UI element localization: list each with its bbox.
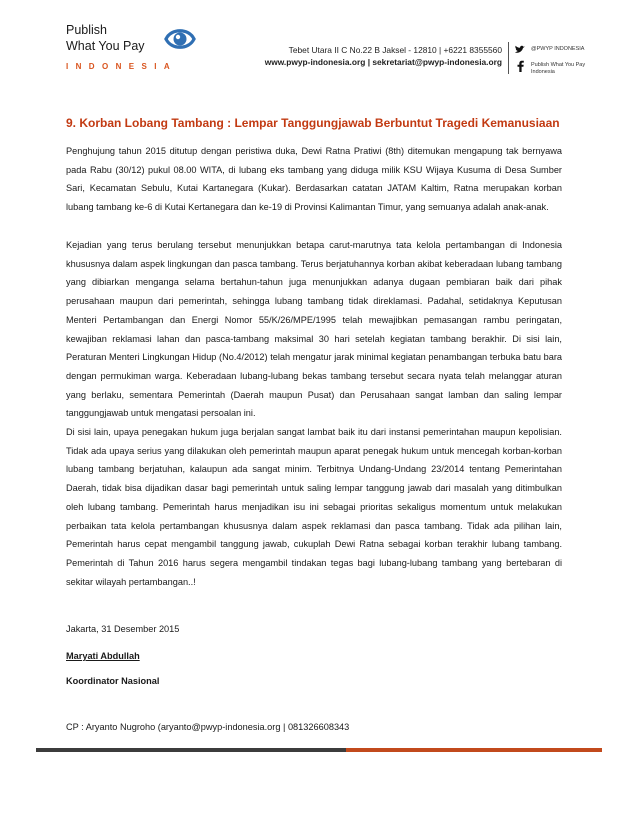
twitter-handle: @PWYP INDONESIA	[531, 46, 585, 52]
logo-line-1: Publish	[66, 23, 107, 37]
footer-bar-dark	[36, 748, 346, 752]
paragraph-3: Di sisi lain, upaya penegakan hukum juga berjalan sangat lambat baik itu dari instansi pemerintahan maupun kepolisian. Tidak ada upaya serius yang dilakukan oleh pemerintah maupun aparat penegak hukum untuk mencegah korban-korban lubang tambang berjatuhan, kalaupun ada sangat minim. Terbitnya Undang-Undang 23/2014 tentang Pemerintahan Daerah, tidak bisa dijadikan dasar bagi pemerintah untuk saling lempar tanggung jawab dari masalah yang ditimbulkan oleh lubang tambang. Pemerintah harus menjadikan isu ini sebagai prioritas sekaligus momentum untuk melakukan perbaikan tata kelola pertambangan khususnya dalam aspek reklamasi dan pasca tambang. Tidak ada pilihan lain, Pemerintah harus cepat mengambil tanggung jawab, cukuplah Dewi Ratna sebagai korban terakhir lubang tambang. Pemerintah di Tahun 2016 harus segera mengambil tindakan tegas bagi lubang-lubang tambang yang bertebaran di sekitar wilayah pertambangan..!	[66, 427, 562, 587]
contact-address-block	[262, 44, 502, 68]
footer-bar-accent	[346, 748, 602, 752]
facebook-icon	[516, 60, 525, 72]
facebook-line-2: Indonesia	[531, 68, 555, 75]
twitter-icon	[515, 45, 525, 54]
signer-role: Koordinator Nasional	[66, 676, 160, 686]
article-title: 9. Korban Lobang Tambang : Lempar Tanggungjawab Berbuntut Tragedi Kemanusiaan	[66, 116, 560, 130]
facebook-line-1: Publish What You Pay	[531, 62, 586, 68]
eye-logo-icon	[163, 22, 197, 56]
pwyp-logo	[66, 22, 216, 77]
footer-bar	[36, 748, 602, 752]
logo-line-2: What You Pay	[66, 39, 145, 53]
header-divider	[508, 42, 509, 74]
logo-country: INDONESIA	[66, 62, 178, 71]
facebook-page	[531, 62, 585, 75]
signer-name: Maryati Abdullah	[66, 651, 140, 661]
web-email-line: www.pwyp-indonesia.org | sekretariat@pwyp-indonesia.org	[264, 57, 502, 67]
date-line: Jakarta, 31 Desember 2015	[66, 624, 180, 634]
paragraph-2: Kejadian yang terus berulang tersebut menunjukkan betapa carut-marutnya tata kelola pertambangan di Indonesia khususnya dalam aspek lingkungan dan pasca tambang. Terus berjatuhannya korban akibat keberadaan lubang tambang yang dibiarkan menganga selama bertahun-tahun juga menunjukkan adanya dugaan pembiaran baik dari pihak perusahaan maupun dari pemerintah, sehingga lubang tambang tidak direklamasi. Padahal, setidaknya Keputusan Menteri Pertambangan dan Energi Nomor 55/K/26/MPE/1995 telah mewajibkan pemasangan rambu peringatan, kewajiban reklamasi lahan dan pasca-tambang maksimal 30 hari setelah kegiatan tambang berakhir. Di sisi lain, Peraturan Menteri Lingkungan Hidup (No.4/2012) telah mengatur jarak minimal kegiatan penambangan terbuka batu bara dengan permukiman warga. Keberadaan lubang-lubang bekas tambang tersebut secara nyata telah melanggar aturan yang berlaku, sementara Pemerintah (Daerah maupun Pusat) dan Perusahaan sangat lamban dan saling lempar tanggungjawab untuk mengatasi persoalan ini.	[66, 240, 562, 419]
address-line: Tebet Utara II C No.22 B Jaksel - 12810 | +6221 8355560	[288, 45, 502, 55]
paragraph-1: Penghujung tahun 2015 ditutup dengan peristiwa duka, Dewi Ratna Pratiwi (8th) ditemukan mengapung tak bernyawa pada Rabu (30/12) pukul 08.00 WITA, di lubang eks tambang yang diduga milik KSU Wijaya Kusuma di Desa Sumber Sari, Kecamatan Sebulu, Kutai Kartanegara (Kukar). Berdasarkan catatan JATAM Kaltim, Ratna merupakan korban lubang tambang ke-6 di Kutai Kertanegara dan ke-19 di Provinsi Kalimantan Timur, yang semuanya adalah anak-anak.	[66, 146, 562, 213]
contact-person: CP : Aryanto Nugroho (aryanto@pwyp-indonesia.org | 081326608343	[66, 722, 350, 732]
